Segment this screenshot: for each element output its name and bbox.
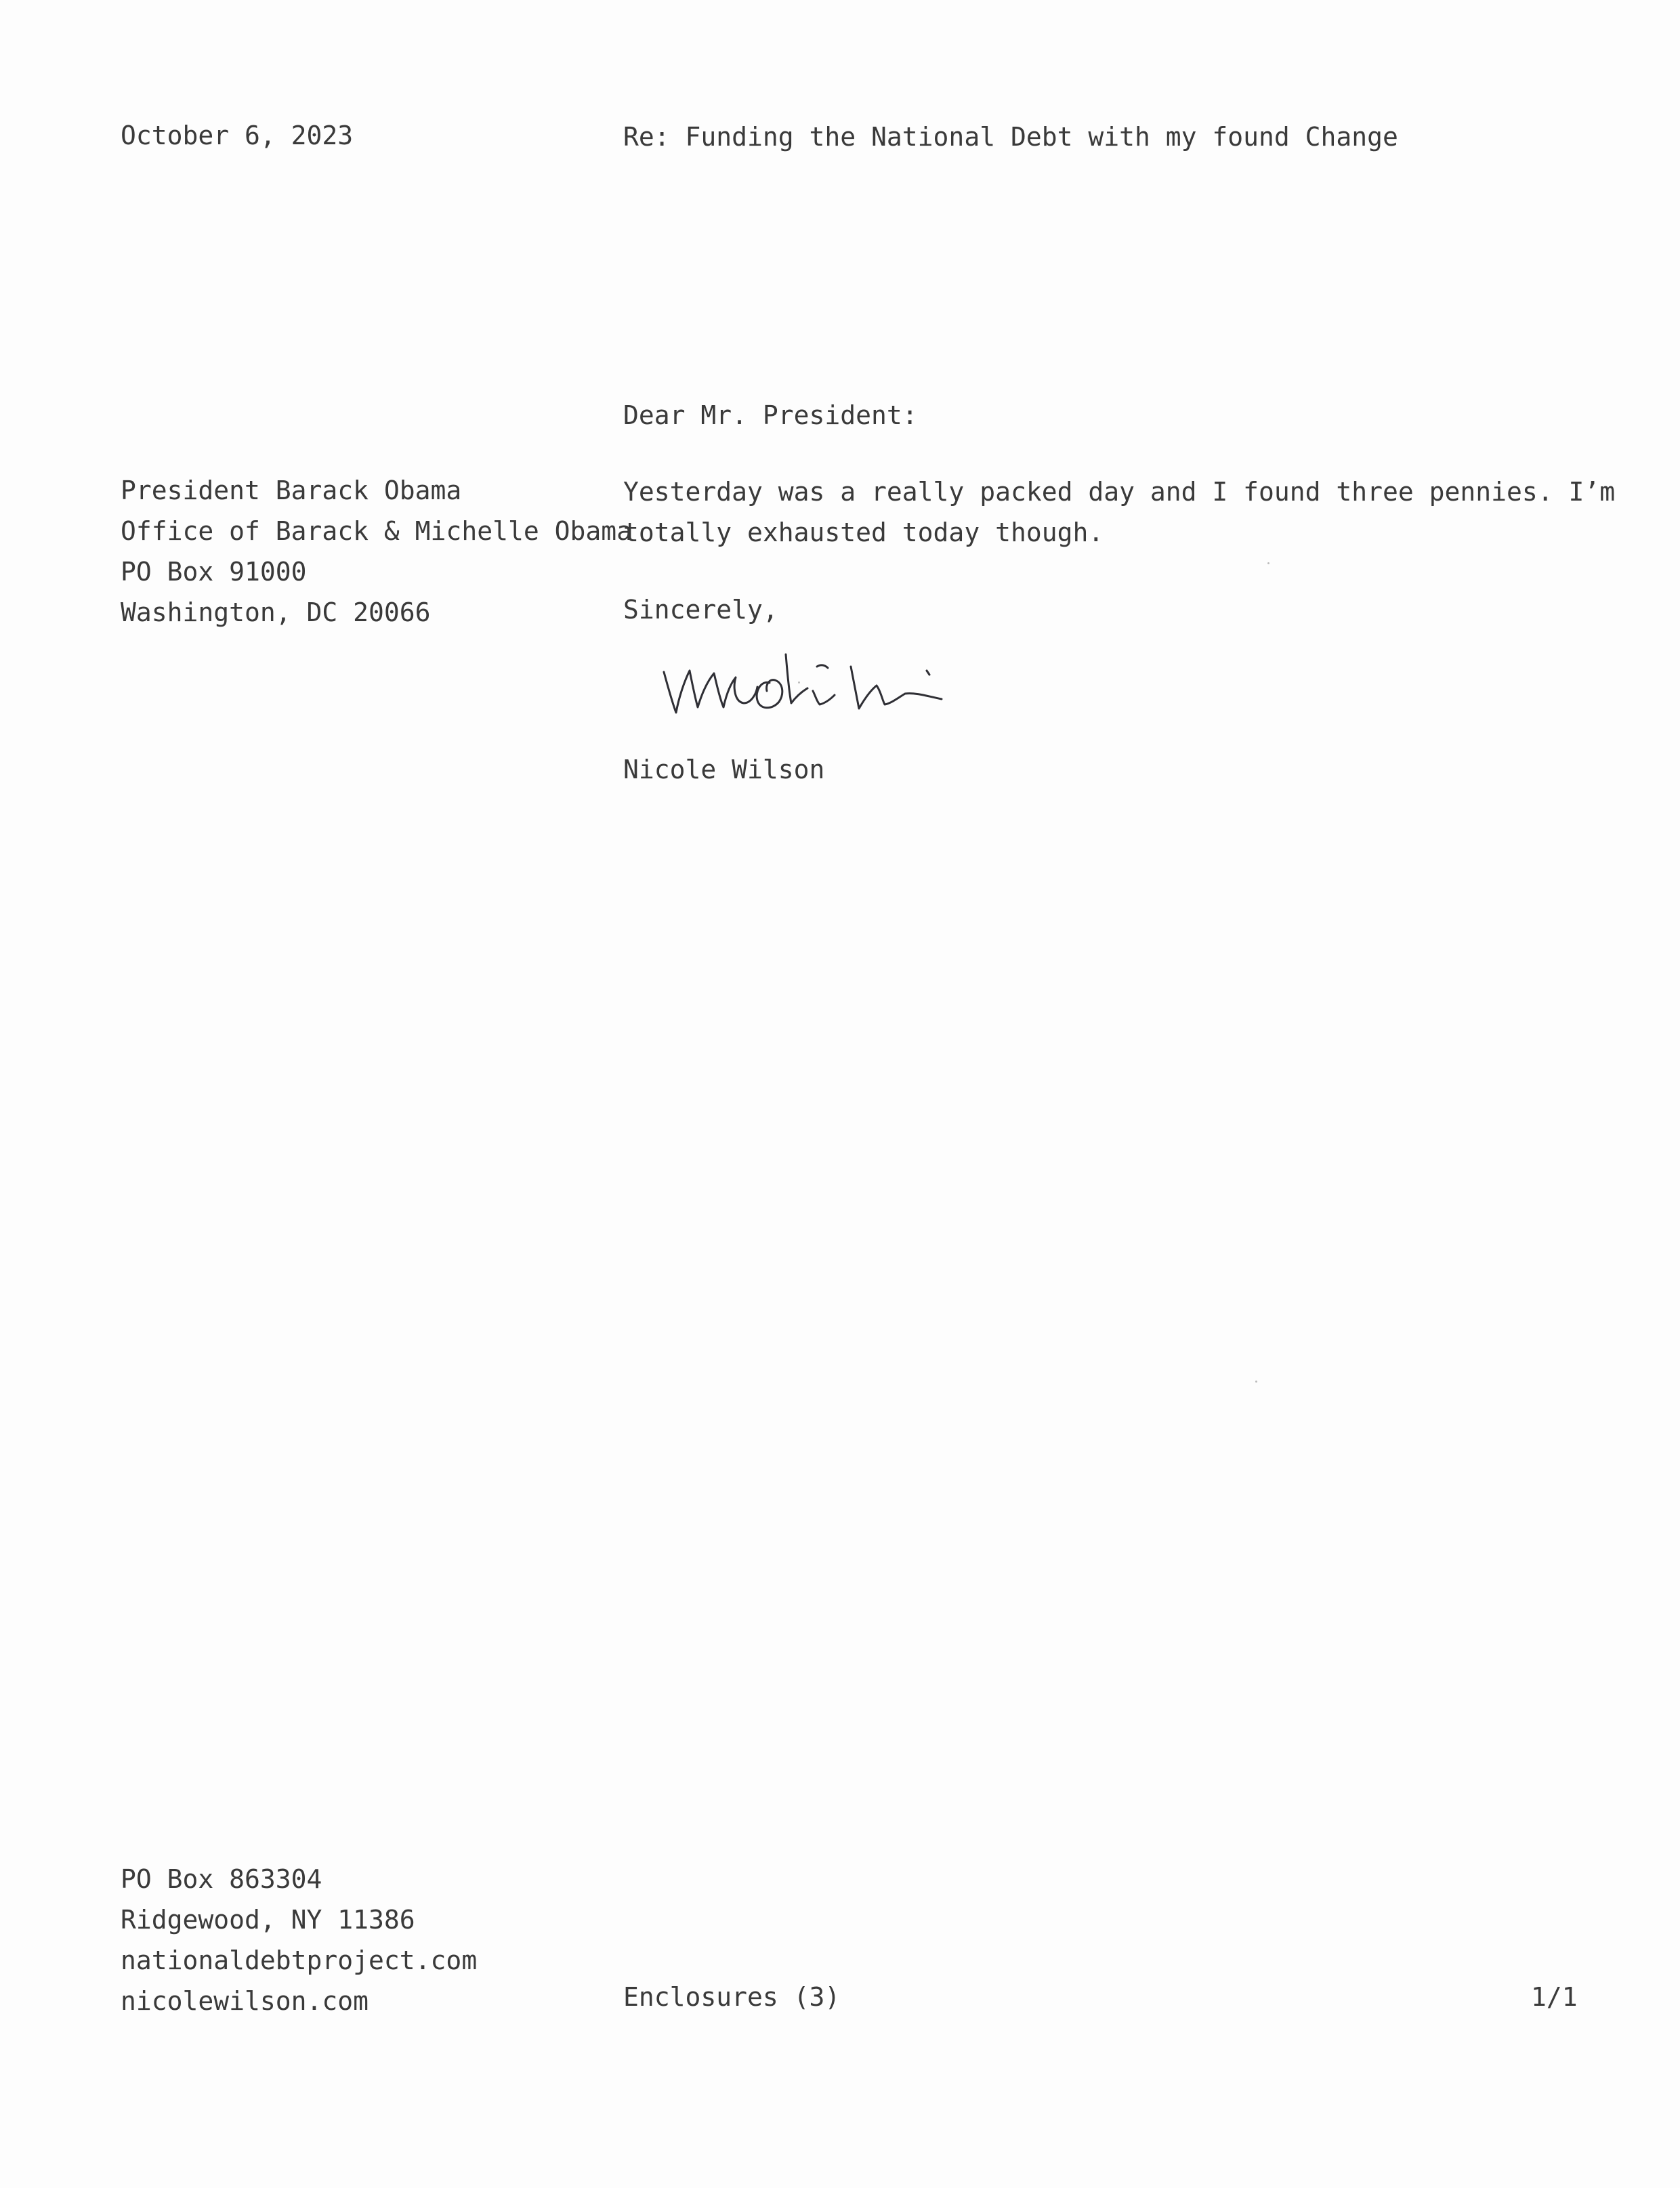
signer-name: Nicole Wilson bbox=[623, 755, 825, 784]
subject-line: Re: Funding the National Debt with my found Change bbox=[623, 122, 1398, 152]
scan-speck bbox=[798, 681, 800, 683]
letter-date: October 6, 2023 bbox=[121, 121, 354, 150]
sender-website-personal: nicolewilson.com bbox=[121, 1986, 369, 2016]
recipient-office: Office of Barack & Michelle Obama bbox=[121, 516, 632, 546]
body-line: totally exhausted today though. bbox=[623, 518, 1104, 547]
handwritten-signature bbox=[650, 637, 1003, 725]
scan-speck bbox=[1267, 562, 1269, 564]
closing: Sincerely, bbox=[623, 595, 778, 625]
recipient-po-box: PO Box 91000 bbox=[121, 557, 307, 587]
recipient-name: President Barack Obama bbox=[121, 476, 462, 505]
sender-website-project: nationaldebtproject.com bbox=[121, 1945, 478, 1975]
scan-speck bbox=[1255, 1381, 1257, 1383]
enclosures-note: Enclosures (3) bbox=[623, 1982, 841, 2012]
recipient-address bbox=[121, 470, 632, 633]
letter-body bbox=[623, 471, 1615, 553]
recipient-city: Washington, DC 20066 bbox=[121, 597, 431, 627]
sender-po-box: PO Box 863304 bbox=[121, 1864, 322, 1894]
sender-address bbox=[121, 1859, 477, 2021]
body-line: Yesterday was a really packed day and I found three pennies. I’m bbox=[623, 477, 1616, 507]
sender-city: Ridgewood, NY 11386 bbox=[121, 1905, 415, 1935]
page-number: 1/1 bbox=[1531, 1982, 1578, 2012]
signature-drawing bbox=[650, 637, 1003, 725]
salutation: Dear Mr. President: bbox=[623, 400, 918, 430]
